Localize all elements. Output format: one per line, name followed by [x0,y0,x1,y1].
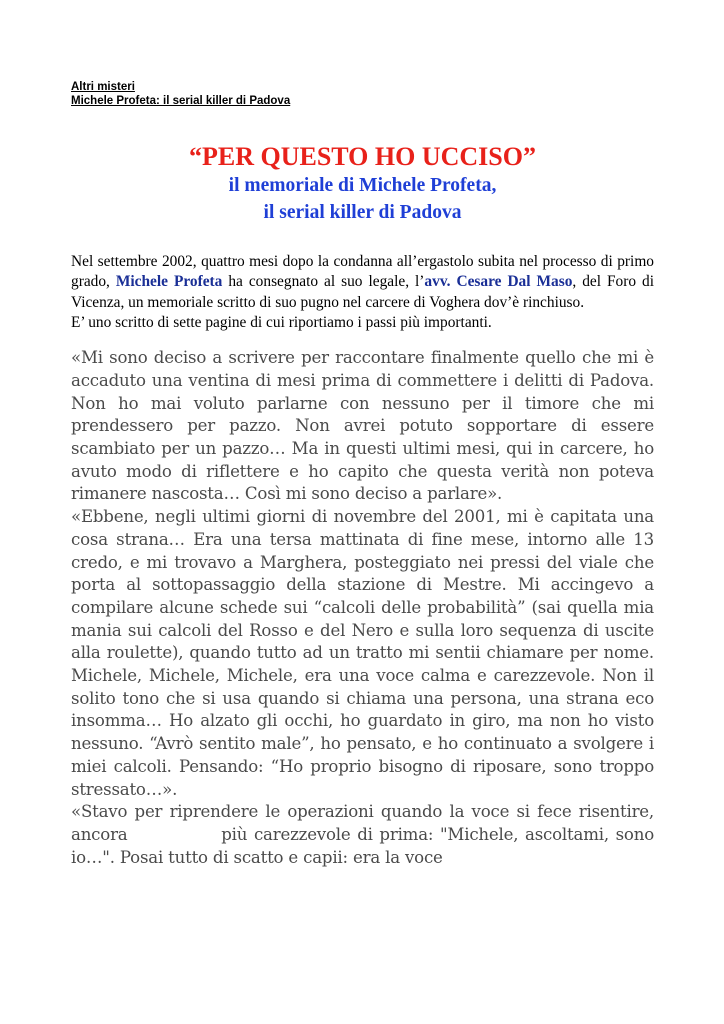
intro-note: E’ uno scritto di sette pagine di cui riportiamo i passi più importanti. [71,313,492,331]
document-page [71,80,660,869]
title-line-3: il serial killer di Padova [263,202,462,223]
intro-text-b: ha consegnato al suo legale, l’ [222,273,425,291]
lawyer-highlight: avv. Cesare Dal Maso [424,273,573,291]
intro-text-c: , del Foro di Vicenza, un memoriale scritto di suo pugno nel carcere di Voghera dov’è rinchiuso. [71,273,654,311]
memoir-paragraph-1: «Mi sono deciso a scrivere per raccontare finalmente quello che mi è accaduto una ventina di mesi prima di commettere i delitti di Padova. Non ho mai voluto parlarne con nessuno per il timore che mi prendessero per pazzo. Non avrei potuto sopportare di essere scambiato per un pazzo… Ma in questi ultimi mesi, qui in carcere, ho avuto modo di riflettere e ho capito che questa verità non poteva rimanere nascosta… Così mi sono deciso a parlare». [71,348,654,504]
section-label: Altri misteri [71,81,135,93]
memoir-paragraph-2: «Ebbene, negli ultimi giorni di novembre del 2001, mi è capitata una cosa strana… Era una tersa mattinata di fine mese, intorno alle 13 credo, e mi trovavo a Marghera, posteggiato nei pressi del viale che porta al sottopassaggio della stazione di Mestre. Mi accingevo a compilare alcune schede sui “calcoli delle probabilità” (sai quella mia mania sui calcoli del Rosso e del Nero e sulla loro sequenza di uscite alla roulette), quando tutto ad un tratto mi sentii chiamare per nome. Michele, Michele, Michele, era una voce calma e carezzevole. Non il solito tono che si usa quando si chiama una persona, una strana eco insomma… Ho alzato gli occhi, ho guardato in giro, ma non ho visto nessuno. “Avrò sentito male”, ho pensato, e ho continuato a svolgere i miei calcoli. Pensando: “Ho proprio bisogno di riposare, sono troppo stressato…». [71,507,654,799]
article-subtitle: Michele Profeta: il serial killer di Padova [71,95,291,107]
main-title: “PER QUESTO HO UCCISO” [189,142,536,171]
intro-block [71,252,654,333]
name-highlight: Michele Profeta [115,273,223,291]
memoir-paragraph-3: «Stavo per riprendere le operazioni quando la voce si fece risentire, ancora più carezzevole di prima: "Michele, ascoltami, sono io…". Posai tutto di scatto e capii: era la voce [71,802,660,867]
intro-paragraph [71,252,654,313]
title-line-2: il memoriale di Michele Profeta, [228,175,497,196]
intro-text-a: Nel settembre 2002, quattro mesi dopo la condanna all’ergastolo subita nel processo di primo grado, [71,253,654,291]
memoir-text [71,347,660,869]
headline-block [71,142,654,226]
